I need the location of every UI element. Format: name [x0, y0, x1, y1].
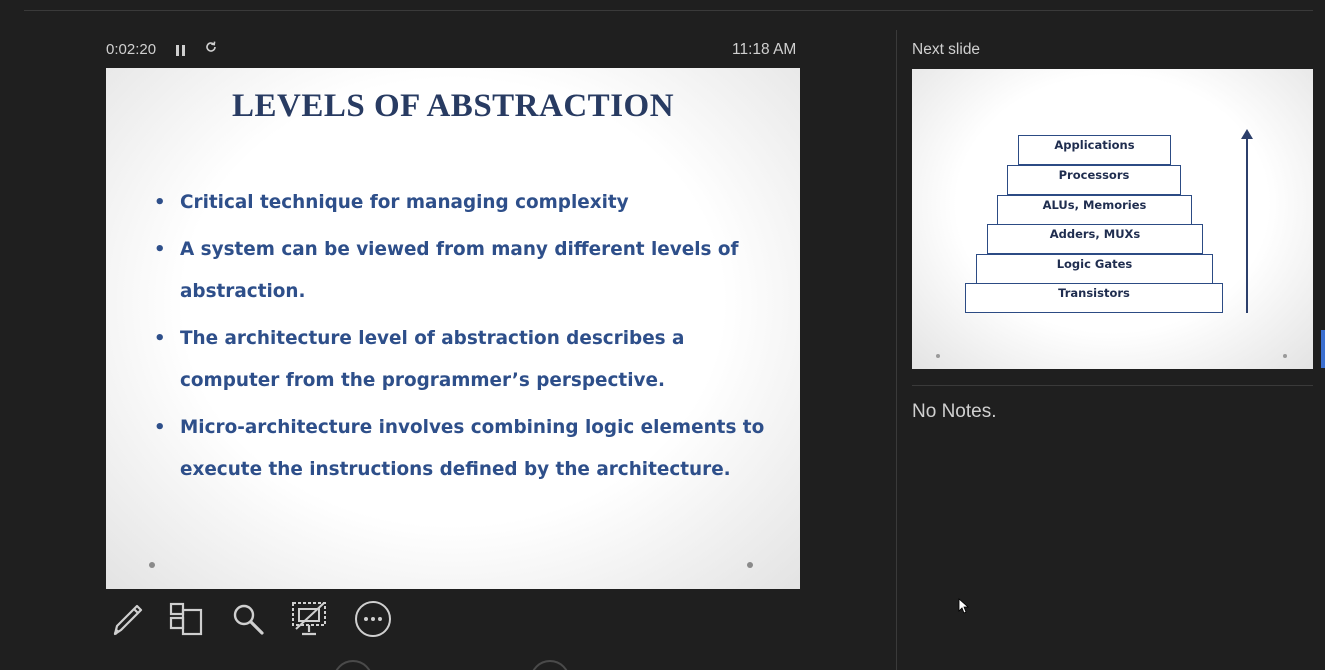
- top-divider: [24, 10, 1313, 11]
- mouse-cursor-icon: [958, 598, 970, 614]
- notes-divider: [912, 385, 1313, 386]
- tier-adders-muxs: Adders, MUXs: [987, 224, 1203, 254]
- black-screen-button[interactable]: [290, 598, 330, 640]
- bullet-item: • Micro-architecture involves combining logic elements to execute the instructions defined by the architecture.: [154, 407, 774, 491]
- next-slide-label: Next slide: [912, 41, 981, 58]
- pane-divider[interactable]: [896, 30, 897, 670]
- slide-dot-right: [747, 562, 753, 568]
- tier-alus-memories: ALUs, Memories: [997, 195, 1192, 225]
- next-slide-thumbnail[interactable]: [912, 69, 1313, 369]
- more-options-icon: [353, 599, 393, 639]
- bullet-item: • The architecture level of abstraction describes a computer from the programmer’s perspective.: [154, 318, 774, 402]
- zoom-button[interactable]: [228, 598, 268, 640]
- tier-processors: Processors: [1007, 165, 1181, 195]
- tier-logic-gates: Logic Gates: [976, 254, 1213, 284]
- zoom-icon: [229, 600, 267, 638]
- current-time: 11:18 AM: [732, 41, 797, 58]
- black-screen-icon: [290, 599, 330, 639]
- previous-slide-button[interactable]: [333, 660, 373, 670]
- thumb-dot-right: [1283, 354, 1287, 358]
- restart-icon: [204, 40, 218, 54]
- elapsed-timer: 0:02:20: [106, 41, 157, 58]
- scrollbar-indicator[interactable]: [1321, 330, 1325, 368]
- see-all-slides-icon: [167, 600, 205, 638]
- slide-title: LEVELS OF ABSTRACTION: [231, 88, 675, 124]
- more-options-button[interactable]: [353, 598, 393, 640]
- current-slide[interactable]: [106, 68, 800, 589]
- see-all-slides-button[interactable]: [166, 598, 206, 640]
- pause-icon: [176, 45, 179, 56]
- next-slide-button[interactable]: [530, 660, 570, 670]
- pause-timer-button[interactable]: [172, 42, 188, 58]
- slide-dot-left: [149, 562, 155, 568]
- tier-applications: Applications: [1018, 135, 1171, 165]
- thumb-dot-left: [936, 354, 940, 358]
- bullet-item: • A system can be viewed from many different levels of abstraction.: [154, 229, 774, 313]
- pen-icon: [107, 600, 145, 638]
- slide-bullets: [154, 182, 774, 496]
- up-arrow-shaft: [1246, 135, 1248, 313]
- bullet-item: • Critical technique for managing complexity: [154, 182, 774, 224]
- restart-timer-button[interactable]: [202, 40, 220, 58]
- speaker-notes[interactable]: No Notes.: [912, 401, 997, 422]
- tier-transistors: Transistors: [965, 283, 1223, 313]
- pen-tool-button[interactable]: [106, 598, 146, 640]
